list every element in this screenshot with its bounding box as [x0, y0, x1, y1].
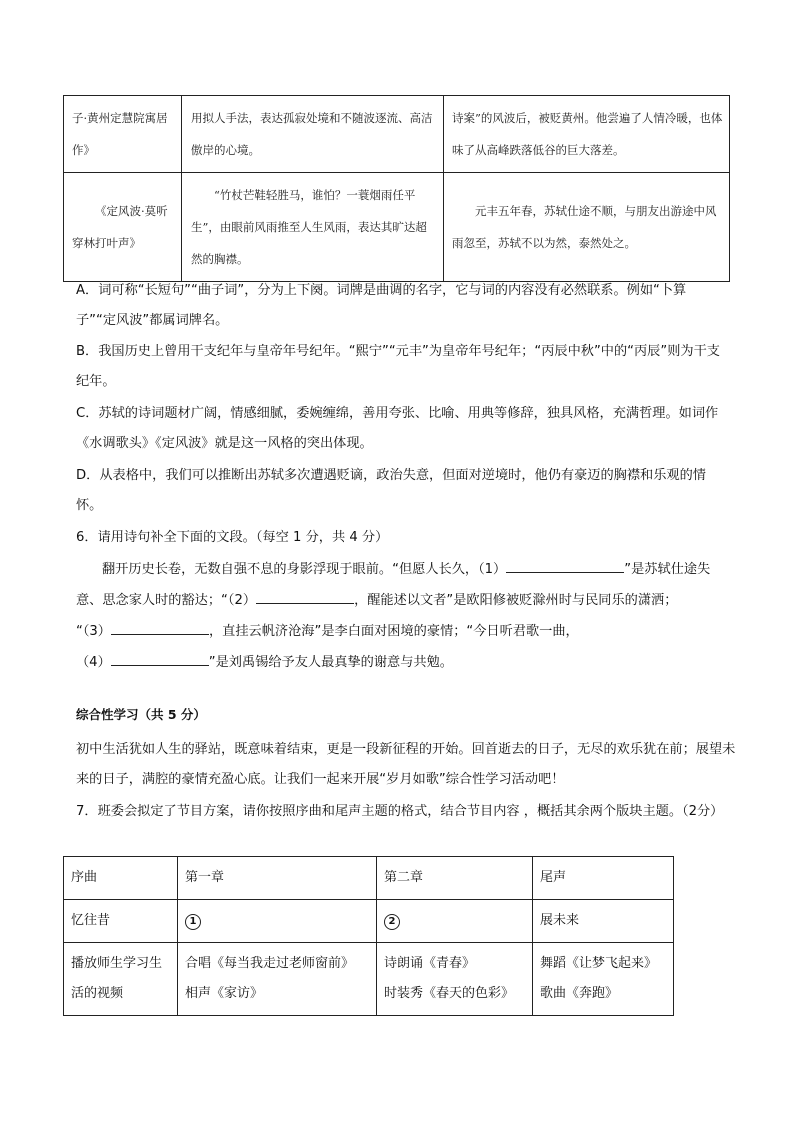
header-cell: 序曲 [64, 857, 178, 900]
program-table [63, 856, 674, 1016]
poem-title-cell: 子·黄州定慧院寓居作》 [64, 96, 182, 173]
theme-cell: 忆往昔 [64, 900, 178, 943]
program-item: 合唱《每当我走过老师窗前》 [185, 956, 355, 971]
circled-number-2: 2 [384, 914, 400, 930]
program-cell: 播放师生学习生活的视频 [64, 943, 178, 1016]
answer-blank-2[interactable] [256, 587, 354, 604]
question-6-line-3 [76, 617, 736, 647]
option-c: C．苏轼的诗词题材广阔，情感细腻，委婉缠绵，善用夸张、比喻、用典等修辞，独具风格，充满哲理。如词作《水调歌头》《定风波》就是这一风格的突出体现。 [76, 406, 719, 451]
poem-background-cell: 元丰五年春，苏轼仕途不顺，与朋友出游途中风雨忽至，苏轼不以为然，泰然处之。 [444, 173, 730, 282]
program-item: 歌曲《奔跑》 [540, 986, 619, 1001]
program-cell [178, 943, 377, 1016]
poem-background-cell: 诗案”的风波后，被贬黄州。他尝遍了人情冷暖，也体味了从高峰跌落低谷的巨大落差。 [444, 96, 730, 173]
option-b: B．我国历史上曾用干支纪年与皇帝年号纪年。“熙宁”“元丰”为皇帝年号纪年；“丙辰中秋”中的“丙辰”则为干支纪年。 [76, 344, 720, 389]
q6-text: ，直挂云帆济沧海”是李白面对困境的豪情；“今日听君歌一曲， [209, 624, 579, 639]
q6-text: 翻开历史长卷，无数自强不息的身影浮现于眼前。“但愿人长久，（1） [102, 562, 507, 577]
theme-answer-cell[interactable] [178, 900, 377, 943]
table-row [64, 943, 674, 1016]
answer-blank-1[interactable] [506, 556, 624, 573]
program-item: 诗朗诵《青春》 [384, 956, 476, 971]
table-row [64, 857, 674, 900]
circled-number-1: 1 [185, 914, 201, 930]
option-a: A．词可称“长短句”“曲子词”，分为上下阕。词牌是曲调的名字，它与词的内容没有必然联系。例如“卜算子”“定风波”都属词牌名。 [76, 283, 687, 328]
q6-text: （4） [76, 655, 111, 670]
answer-blank-4[interactable] [111, 649, 209, 666]
theme-cell: 展未来 [533, 900, 674, 943]
poem-title-cell: 《定风波·莫听穿林打叶声》 [64, 173, 182, 282]
question-6-stem: 6．请用诗句补全下面的文段。（每空 1 分，共 4 分） [76, 530, 389, 545]
section-intro: 初中生活犹如人生的驿站，既意味着结束，更是一段新征程的开始。回首逝去的日子，无尽的欢乐犹在前；展望未来的日子，满腔的豪情充盈心底。让我们一起来开展“岁月如歌”综合性学习活动吧！ [76, 742, 736, 787]
table-row [64, 173, 730, 282]
q6-text: ，醒能述以文者”是欧阳修被贬滁州时与民同乐的潇洒； [354, 593, 678, 608]
program-cell [533, 943, 674, 1016]
poem-table [63, 95, 730, 282]
q6-text: ”是刘禹锡给予友人最真挚的谢意与共勉。 [208, 655, 453, 670]
q6-text: ”是苏轼仕途失 [624, 562, 711, 577]
table-row [64, 900, 674, 943]
header-cell: 第二章 [377, 857, 533, 900]
theme-answer-cell[interactable] [377, 900, 533, 943]
poem-technique-cell: “竹杖芒鞋轻胜马，谁怕？一蓑烟雨任平生”，由眼前风雨推至人生风雨，表达其旷达超然的胸襟。 [182, 173, 444, 282]
question-6-line-2 [76, 586, 736, 616]
question-7-stem: 7．班委会拟定了节目方案，请你按照序曲和尾声主题的格式，结合节目内容 ，概括其余两个版块主题。（2分） [76, 804, 724, 819]
header-cell: 尾声 [533, 857, 674, 900]
program-item: 相声《家访》 [185, 986, 264, 1001]
option-d: D．从表格中，我们可以推断出苏轼多次遭遇贬谪，政治失意，但面对逆境时，他仍有豪迈的胸襟和乐观的情怀。 [76, 468, 706, 513]
table-row [64, 96, 730, 173]
question-6-line-1 [102, 555, 742, 585]
q6-text: “（3） [76, 624, 111, 639]
poem-technique-cell: 用拟人手法，表达孤寂处境和不随波逐流、高洁傲岸的心境。 [182, 96, 444, 173]
answer-blank-3[interactable] [111, 618, 209, 635]
section-title: 综合性学习（共 5 分） [76, 707, 206, 722]
program-item: 舞蹈《让梦飞起来》 [540, 956, 658, 971]
program-item: 时装秀《春天的色彩》 [384, 986, 515, 1001]
q6-text: 意、思念家人时的豁达；“（2） [76, 593, 257, 608]
header-cell: 第一章 [178, 857, 377, 900]
program-cell [377, 943, 533, 1016]
question-6-line-4 [76, 648, 736, 678]
